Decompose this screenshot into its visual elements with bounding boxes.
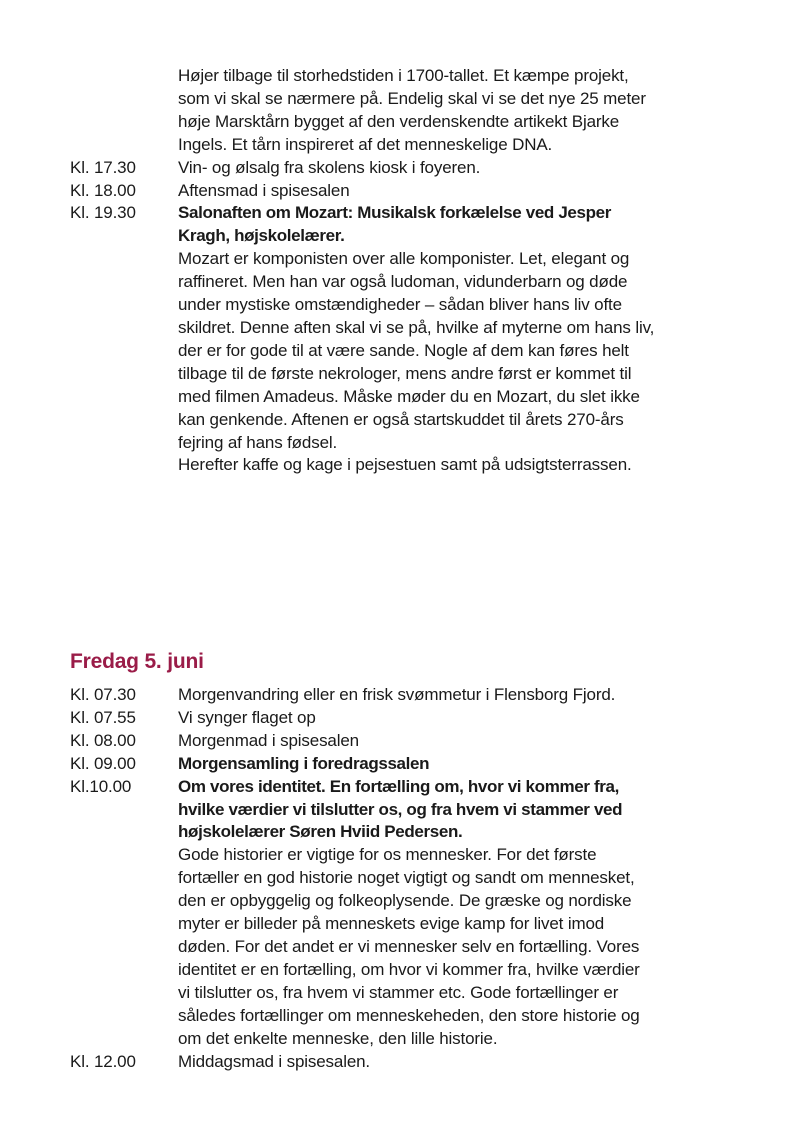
text-line: Morgenmad i spisesalen [178, 730, 359, 750]
time-label: Kl. 07.30 [70, 685, 136, 704]
text-line: kan genkende. Aftenen er også startskuddet til årets 270-års [178, 409, 624, 429]
time-label: Kl. 09.00 [70, 753, 136, 773]
text-line: tilbage til de første nekrologer, mens andre først er kommet til [178, 363, 632, 383]
entry-title-line: højskolelærer Søren Hviid Pedersen. [178, 822, 463, 842]
entry-title-line: Salonaften om Mozart: Musikalsk forkælelse ved Jesper [178, 203, 612, 223]
text-line: under mystiske omstændigheder – sådan bliver hans liv ofte [178, 295, 622, 315]
schedule-entry [70, 776, 760, 1051]
entry-title-line: Morgensamling i foredragssalen [178, 753, 430, 773]
text-line: myter er billeder på menneskets evige kamp for livet imod [178, 914, 605, 934]
text-line: Gode historier er vigtige for os mennesker. For det første [178, 845, 597, 865]
day-heading: Fredag 5. juni [70, 650, 204, 673]
time-label: Kl. 07.55 [70, 707, 136, 727]
entry-description [178, 684, 760, 707]
text-line: Herefter kaffe og kage i pejsestuen samt på udsigtsterrassen. [178, 455, 632, 475]
text-line: høje Marsktårn bygget af den verdenskendte artikekt Bjarke [178, 111, 620, 131]
schedule-entry [70, 157, 760, 180]
time-label: Kl. 08.00 [70, 730, 136, 750]
text-line: identitet er en fortælling, om hvor vi kommer fra, hvilke værdier [178, 959, 640, 979]
entry-description [178, 157, 760, 180]
entry-description [178, 707, 760, 730]
schedule-continuation [70, 65, 760, 157]
text-line: Højer tilbage til storhedstiden i 1700-tallet. Et kæmpe projekt, [178, 66, 629, 85]
text-line: om det enkelte menneske, den lille historie. [178, 1028, 498, 1048]
time-label: Kl. 19.30 [70, 203, 136, 223]
entry-description [178, 753, 760, 776]
entry-description [178, 730, 760, 753]
text-line: Morgenvandring eller en frisk svømmetur i Flensborg Fjord. [178, 685, 616, 704]
time-label: Kl. 18.00 [70, 180, 136, 200]
text-line: fortæller en god historie noget vigtigt og sandt om mennesket, [178, 868, 635, 888]
text-line: skildret. Denne aften skal vi se på, hvilke af myterne om hans liv, [178, 317, 655, 337]
time-label: Kl. 12.00 [70, 1051, 136, 1071]
entry-title-line: Om vores identitet. En fortælling om, hvor vi kommer fra, [178, 776, 620, 796]
text-line: der er for gode til at være sande. Nogle af dem kan føres helt [178, 340, 629, 360]
text-line: Vi synger flaget op [178, 707, 316, 727]
schedule-entry [70, 753, 760, 776]
entry-description [178, 180, 760, 203]
text-line: Middagsmad i spisesalen. [178, 1051, 370, 1071]
schedule-entry [70, 707, 760, 730]
schedule-entry [70, 180, 760, 203]
text-line: den er opbyggelig og folkeoplysende. De græske og nordiske [178, 891, 632, 911]
entry-title-line: hvilke værdier vi tilslutter os, og fra hvem vi stammer ved [178, 799, 623, 819]
text-line: raffineret. Men han var også ludoman, vidunderbarn og døde [178, 272, 628, 292]
text-line: vi tilslutter os, fra hvem vi stammer etc. Gode fortællinger er [178, 982, 619, 1002]
schedule-entry [70, 730, 760, 753]
schedule-section-friday [70, 646, 760, 1073]
text-line: med filmen Amadeus. Måske møder du en Mozart, du slet ikke [178, 386, 640, 406]
schedule-entry [70, 202, 760, 477]
entry-description [178, 776, 760, 1051]
schedule-entry [70, 684, 760, 707]
time-label: Kl.10.00 [70, 776, 132, 796]
text-line: som vi skal se nærmere på. Endelig skal vi se det nye 25 meter [178, 88, 646, 108]
schedule-section-continued [70, 65, 760, 477]
schedule-entry [70, 1051, 760, 1074]
entry-title-line: Kragh, højskolelærer. [178, 226, 345, 246]
text-line: Vin- og ølsalg fra skolens kiosk i foyeren. [178, 157, 481, 177]
text-line: fejring af hans fødsel. [178, 432, 338, 452]
entry-description [178, 202, 760, 477]
continuation-text [178, 65, 760, 157]
entry-description [178, 1051, 760, 1074]
text-line: Mozart er komponisten over alle komponister. Let, elegant og [178, 249, 630, 269]
text-line: således fortællinger om menneskeheden, den store historie og [178, 1005, 640, 1025]
text-line: Aftensmad i spisesalen [178, 180, 350, 200]
text-line: Ingels. Et tårn inspireret af det menneskelige DNA. [178, 134, 553, 154]
text-line: døden. For det andet er vi mennesker selv en fortælling. Vores [178, 936, 640, 956]
time-label: Kl. 17.30 [70, 157, 136, 177]
